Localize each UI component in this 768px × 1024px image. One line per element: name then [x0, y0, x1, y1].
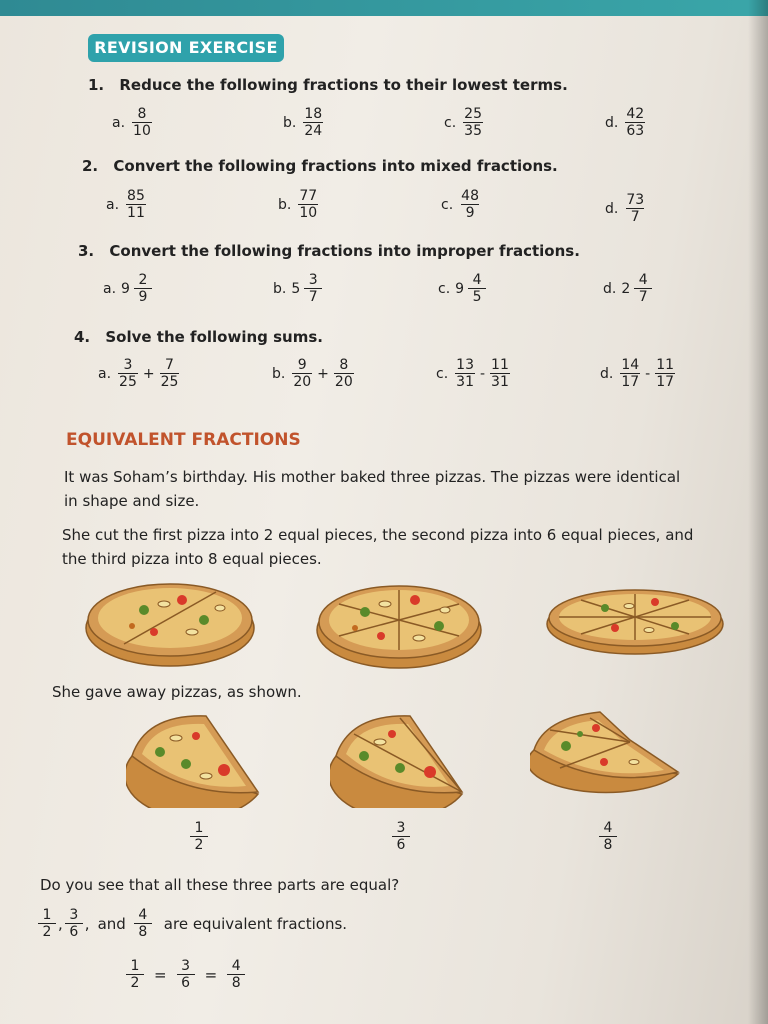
denominator: 63 [626, 123, 645, 139]
operator: - [479, 365, 486, 382]
numerator: 11 [656, 357, 675, 373]
numerator: 4 [231, 958, 241, 974]
question-3 [78, 242, 580, 260]
q3-item-c [438, 272, 488, 305]
fraction [625, 192, 645, 225]
denominator: 10 [299, 205, 318, 221]
numerator: 1 [194, 820, 204, 836]
fraction [655, 357, 675, 390]
fraction [227, 958, 245, 991]
question-text: Solve the following sums. [105, 328, 323, 346]
page-edge-shadow [748, 0, 768, 1024]
denominator: 9 [461, 204, 479, 221]
question-number: 4. [74, 328, 91, 346]
fraction [304, 272, 322, 305]
fraction [334, 357, 354, 390]
pizza-2-pieces-illustration [84, 580, 256, 668]
and-word: and [97, 914, 126, 933]
fraction [177, 958, 195, 991]
denominator: 25 [160, 374, 179, 390]
numerator: 3 [308, 272, 318, 288]
item-label: a. [103, 280, 117, 297]
q2-item-d [605, 192, 647, 225]
operator: + [142, 365, 155, 382]
operator: + [317, 365, 329, 382]
equals-sign: = [154, 965, 167, 984]
q2-item-c [441, 188, 482, 221]
denominator: 2 [38, 923, 56, 940]
fraction [38, 907, 56, 940]
gave-away-text: She gave away pizzas, as shown. [52, 683, 302, 701]
section-heading: EQUIVALENT FRACTIONS [66, 430, 301, 450]
operator: - [645, 365, 651, 382]
equals-sign: = [204, 965, 218, 984]
numerator: 4 [138, 907, 148, 923]
question-number: 2. [82, 157, 99, 175]
item-label: d. [603, 280, 617, 297]
denominator: 7 [634, 288, 652, 305]
numerator: 11 [491, 357, 509, 373]
numerator: 14 [621, 357, 640, 373]
fraction [392, 820, 410, 853]
item-label: a. [98, 365, 112, 382]
item-label: c. [438, 280, 451, 297]
pizza-6-pieces-illustration [315, 582, 483, 670]
comma: , [58, 914, 63, 933]
fraction [468, 272, 486, 305]
equality-question: Do you see that all these three parts are equal? [40, 876, 400, 894]
label-one-half [188, 820, 210, 853]
numerator: 3 [181, 958, 191, 974]
label-three-sixths [390, 820, 412, 853]
denominator: 8 [134, 923, 152, 940]
question-4 [74, 328, 323, 346]
q4-item-b [272, 357, 356, 390]
denominator: 11 [127, 205, 145, 221]
fraction [118, 357, 138, 390]
statement-tail: are equivalent fractions. [163, 914, 348, 933]
numerator: 77 [299, 188, 318, 204]
q3-item-d [603, 272, 654, 305]
numerator: 3 [69, 907, 79, 923]
fraction [625, 106, 645, 139]
denominator: 20 [293, 374, 312, 390]
q2-item-a [106, 188, 148, 221]
item-label: b. [272, 365, 286, 382]
numerator: 9 [297, 357, 307, 373]
numerator: 85 [127, 188, 145, 204]
fraction [599, 820, 617, 853]
q3-item-b [273, 272, 324, 305]
equivalence-equation [124, 958, 247, 991]
denominator: 5 [468, 288, 486, 305]
item-label: d. [605, 114, 619, 131]
item-label: d. [600, 365, 614, 382]
numerator: 3 [123, 357, 133, 373]
denominator: 35 [464, 123, 482, 139]
item-label: b. [273, 280, 287, 297]
q3-item-a [103, 272, 154, 305]
denominator: 8 [227, 974, 245, 991]
paragraph-2-line-1: She cut the first pizza into 2 equal pieces, the second pizza into 6 equal pieces, and [62, 526, 694, 544]
three-sixths-pizza-illustration [330, 712, 466, 808]
half-pizza-illustration [126, 712, 262, 808]
denominator: 7 [626, 208, 644, 225]
fraction [634, 272, 652, 305]
fraction [126, 958, 144, 991]
fraction [65, 907, 83, 940]
fraction [134, 907, 152, 940]
question-text: Convert the following fractions into improper fractions. [109, 242, 580, 260]
numerator: 48 [461, 188, 479, 204]
numerator: 18 [304, 106, 323, 122]
denominator: 25 [119, 374, 137, 390]
numerator: 2 [138, 272, 148, 288]
item-label: c. [441, 196, 454, 213]
denominator: 6 [65, 923, 83, 940]
fraction [490, 357, 510, 390]
denominator: 2 [126, 974, 144, 991]
numerator: 8 [137, 106, 147, 122]
numerator: 7 [165, 357, 174, 373]
fraction [160, 357, 180, 390]
numerator: 8 [339, 357, 349, 373]
q2-item-b [278, 188, 320, 221]
denominator: 24 [304, 123, 323, 139]
numerator: 13 [456, 357, 474, 373]
fraction [292, 357, 312, 390]
question-number: 1. [88, 76, 105, 94]
revision-exercise-badge: REVISION EXERCISE [88, 34, 284, 62]
denominator: 2 [190, 836, 208, 853]
top-color-band [0, 0, 768, 16]
comma: , [84, 914, 90, 933]
numerator: 1 [42, 907, 52, 923]
denominator: 17 [656, 374, 675, 390]
pizza-8-pieces-illustration [545, 586, 725, 656]
question-number: 3. [78, 242, 95, 260]
label-four-eighths [597, 820, 619, 853]
denominator: 31 [456, 374, 474, 390]
question-text: Reduce the following fractions to their lowest terms. [119, 76, 568, 94]
numerator: 3 [396, 820, 406, 836]
whole-number: 5 [291, 280, 301, 297]
q1-item-a [112, 106, 154, 139]
denominator: 17 [621, 374, 640, 390]
question-1 [88, 76, 568, 94]
item-label: c. [436, 365, 449, 382]
paragraph-2-line-2: the third pizza into 8 equal pieces. [62, 550, 322, 568]
denominator: 6 [392, 836, 410, 853]
equivalent-statement [36, 907, 347, 940]
fraction [620, 357, 640, 390]
whole-number: 2 [621, 280, 631, 297]
q1-item-d [605, 106, 647, 139]
paragraph-1-line-2: in shape and size. [64, 492, 200, 510]
fraction [190, 820, 208, 853]
fraction [132, 106, 152, 139]
numerator: 4 [472, 272, 482, 288]
item-label: b. [278, 196, 292, 213]
four-eighths-pizza-illustration [530, 710, 682, 794]
q4-item-d [600, 357, 677, 390]
fraction [126, 188, 146, 221]
denominator: 10 [133, 123, 151, 139]
denominator: 20 [334, 374, 353, 390]
fraction [455, 357, 475, 390]
numerator: 4 [603, 820, 613, 836]
fraction [460, 188, 480, 221]
numerator: 1 [130, 958, 140, 974]
denominator: 8 [599, 836, 617, 853]
whole-number: 9 [455, 280, 465, 297]
numerator: 25 [464, 106, 482, 122]
item-label: c. [444, 114, 457, 131]
item-label: a. [106, 196, 120, 213]
fraction [134, 272, 152, 305]
q4-item-a [98, 357, 181, 390]
q4-item-c [436, 357, 512, 390]
paragraph-1-line-1: It was Soham’s birthday. His mother baked three pizzas. The pizzas were identical [64, 468, 681, 486]
question-text: Convert the following fractions into mixed fractions. [113, 157, 558, 175]
item-label: d. [605, 200, 619, 217]
numerator: 42 [626, 106, 645, 122]
denominator: 31 [491, 374, 509, 390]
numerator: 73 [626, 192, 645, 208]
item-label: a. [112, 114, 126, 131]
whole-number: 9 [121, 280, 130, 297]
denominator: 6 [177, 974, 195, 991]
numerator: 4 [638, 272, 648, 288]
item-label: b. [283, 114, 297, 131]
fraction [298, 188, 318, 221]
q1-item-c [444, 106, 485, 139]
fraction [463, 106, 483, 139]
denominator: 7 [304, 288, 322, 305]
denominator: 9 [134, 288, 152, 305]
question-2 [82, 157, 558, 175]
fraction [303, 106, 323, 139]
q1-item-b [283, 106, 325, 139]
